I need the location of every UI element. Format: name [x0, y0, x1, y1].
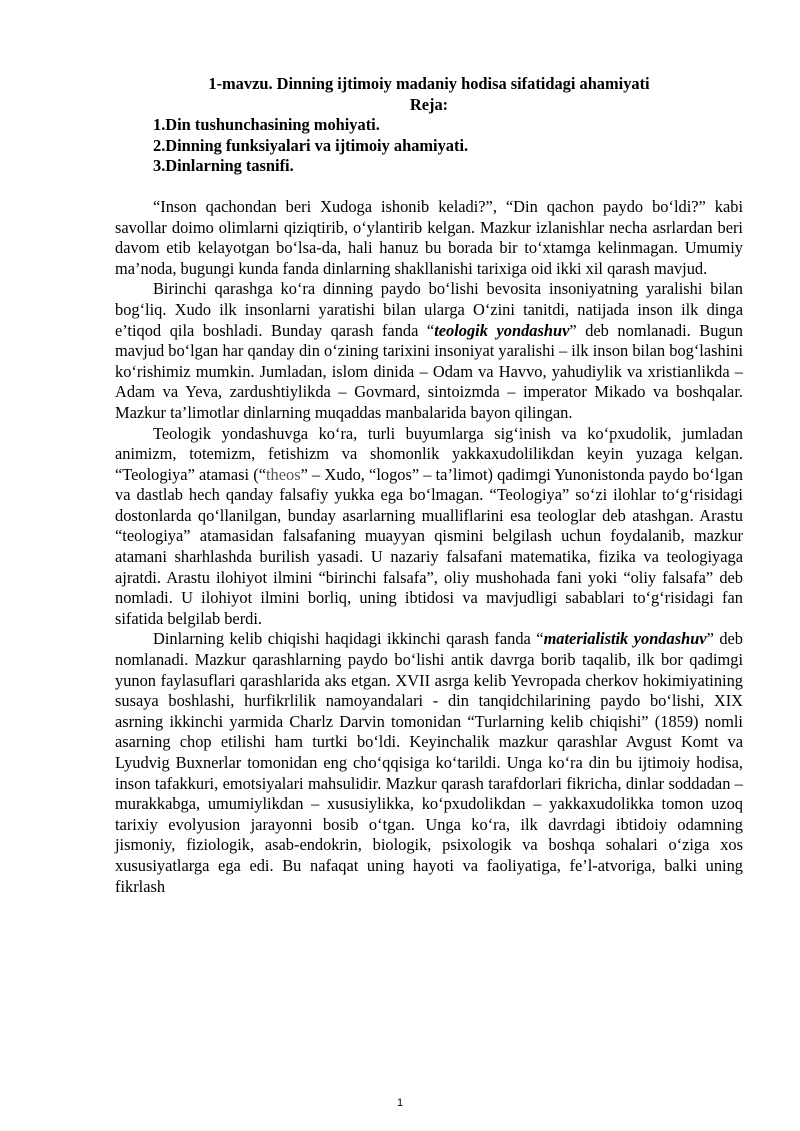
- paragraph-4-text-a: Dinlarning kelib chiqishi haqidagi ikkinchi qarash fanda “: [153, 629, 544, 649]
- paragraph-3: [115, 424, 743, 630]
- paragraph-2: [115, 279, 743, 423]
- plan-list: [115, 115, 743, 177]
- plan-item: 2.Dinning funksiyalari va ijtimoiy ahamiyati.: [153, 135, 469, 155]
- paragraph-1: “Inson qachondan beri Xudoga ishonib keladi?”, “Din qachon paydo bo‘ldi?” kabi savollar doimo olimlarni qiziqtirib, o‘ylantirib kelgan. Mazkur izlanishlar necha asrlardan beri davom etib kelayotgan bo‘lsa-da, hali hanuz bu borada bir to‘xtamga kelinmagan. Umumiy ma’noda, bugungi kunda fanda dinlarning shakllanishi tarixiga oid ikki xil qarash mavjud.: [115, 196, 743, 278]
- term-theos: theos: [265, 464, 301, 484]
- paragraph-2-text-b: ” deb nomlanadi. Bugun mavjud bo‘lgan har qanday din o‘zining tarixini insoniyat yaralishi – ilk inson bilan bog‘lashini ko‘rishimiz mumkin. Jumladan, islom dinida – Odam va Havvo, yahudiylik va xristianlikda – Adam va Yeva, zardushtiylikda – Govmard, sintoizmda – imperator Mikado va boshqalar. Mazkur ta’limotlar dinlarning muqaddas manbalarida bayon qilingan.: [115, 320, 744, 422]
- body-text: [115, 197, 743, 897]
- page-number: 1: [396, 1097, 404, 1109]
- paragraph-3-text-a: Teologik yondashuvga ko‘ra, turli buyumlarga sig‘inish va ko‘pxudolik, jumladan animizm, totemizm, fetishizm va shomonlik yakkaxudolilikdan keyin yuzaga kelgan. “Teologiya” atamasi (“: [115, 423, 743, 484]
- paragraph-4-text-b: ” deb nomlanadi. Mazkur qarashlarning paydo bo‘lishi antik davrga borib taqalib, ilk bor qadimgi yunon faylasuflari qarashlarida aks etgan. XVII asrga kelib Yevropada cherkov hokimiyatining susaya boshlashi, hurfikrlilik namoyandalari - din tanqidchilarining paydo bo‘lishi, XIX asrning ikkinchi yarmida Charlz Darvin tomonidan “Turlarning kelib chiqishi” (1859) nomli asarning chop etilishi ham turtki bo‘ldi. Keyinchalik mazkur qarashlar Avgust Komt va Lyudvig Buxnerlar tomonidan eng cho‘qqisiga ko‘tarildi. Unga ko‘ra din bu ijtimoiy hodisa, inson tafakkuri, emotsiyalari mahsulidir. Mazkur qarash tarafdorlari fikricha, dinlar soddadan – murakkabga, umumiylikdan – xususiylikka, ko‘pxudolikdan – yakkaxudolikka tomon uzoq tarixiy evolyusion jarayonni bosib o‘tgan. Unga ko‘ra, ilk davrdagi ibtidoiy odamning jismoniy, fiziologik, asab-endokrin, biologik, psixologik va boshqa sohalari o‘ziga xos xususiyatlarga ega edi. Bu nafaqat uning hayoti va faoliyatiga, fe’l-atvoriga, balki uning fikrlash: [115, 629, 744, 896]
- topic-title: 1-mavzu. Dinning ijtimoiy madaniy hodisa sifatidagi ahamiyati: [208, 74, 650, 93]
- paragraph-4: [115, 629, 743, 897]
- term-teologik-yondashuv: teologik yondashuv: [434, 320, 570, 340]
- plan-item: 1.Din tushunchasining mohiyati.: [153, 115, 380, 135]
- paragraph-2-text-a: Birinchi qarashga ko‘ra dinning paydo bo‘lishi bevosita insoniyatning yaralishi bilan bog‘liq. Xudo ilk insonlarni yaratishi bilan ularga O‘zini tanitdi, natijada inson ilk dinga e’tiqod qila boshladi. Bunday qarash fanda “: [115, 279, 743, 340]
- paragraph-3-text-b: ” – Xudo, “logos” – ta’limot) qadimgi Yunonistonda paydo bo‘lgan va dastlab hech qanday falsafiy yukka ega bo‘lmagan. “Teologiya” so‘zi ilohlar to‘g‘risidagi dostonlarda qo‘llanilgan, bunday asarlarning mualliflarini esa teologlar deb atashgan. Arastu “teologiya” atamasidan falsafaning muayyan qismini belgilash uchun foydalanib, mazkur atamani sharhlashda burilish yasadi. U nazariy falsafani matematika, fizika va teologiyaga ajratdi. Arastu ilohiyot ilmini “birinchi falsafa”, oliy mushohada fani yoki “oliy falsafa” deb nomladi. U ilohiyot ilmini borliq, uning ibtidosi va mavjudligi sabablari to‘g‘risidagi fan sifatida belgilab berdi.: [115, 464, 743, 628]
- plan-heading: Reja:: [409, 94, 449, 114]
- plan-item: 3.Dinlarning tasnifi.: [153, 156, 294, 176]
- term-materialistik-yondashuv: materialistik yondashuv: [543, 629, 707, 649]
